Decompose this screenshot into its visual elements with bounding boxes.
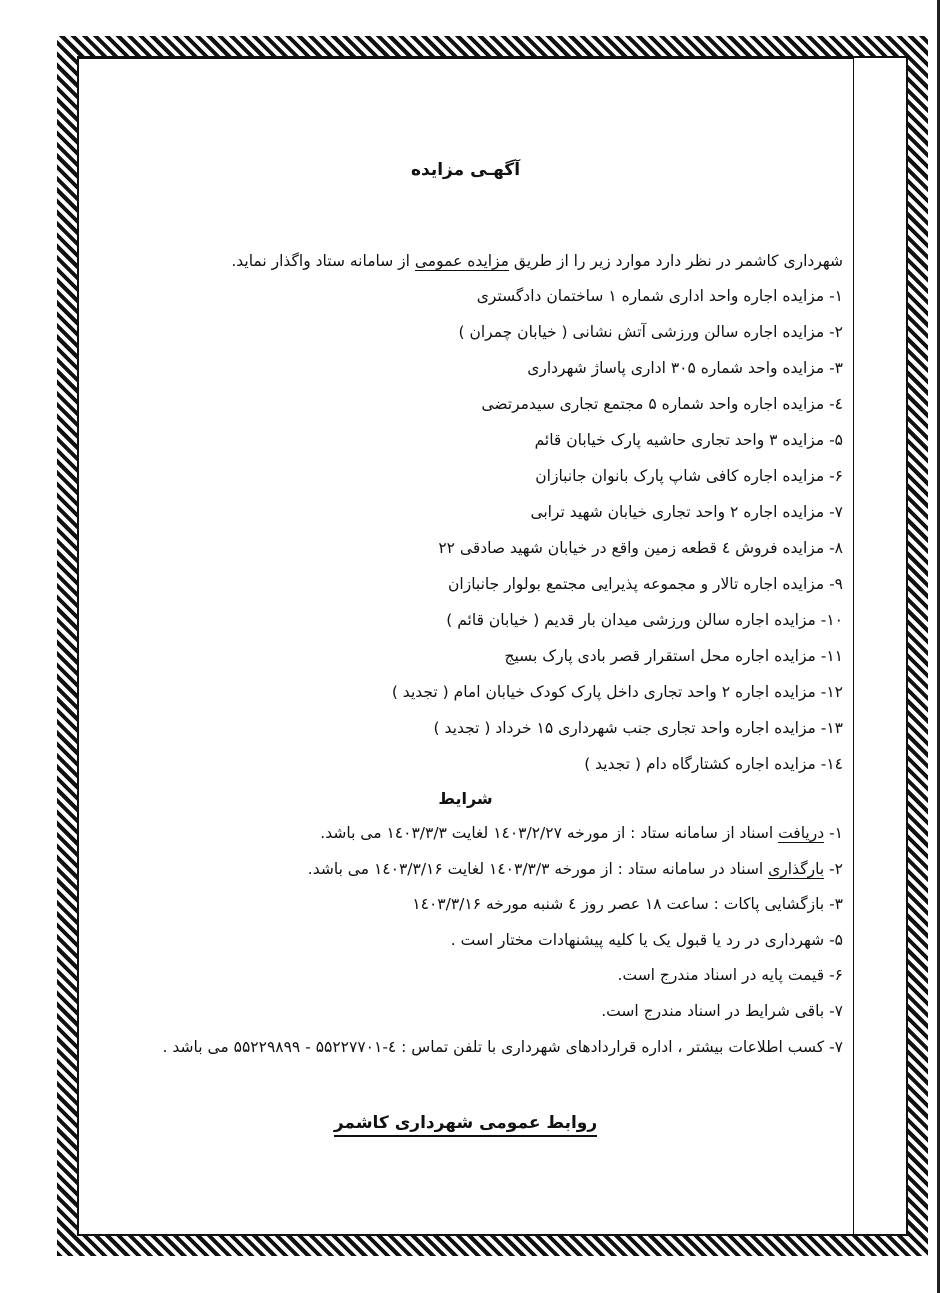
signature-footer (88, 1113, 843, 1133)
condition-item: ۷- باقی شرایط در اسناد مندرج است. (601, 1001, 843, 1020)
list-item: ۱۳- مزایده اجاره واحد تجاری جنب شهرداری ۱۵ خرداد ( تجدید ) (433, 719, 843, 737)
condition-text: اسناد از سامانه ستاد : از مورخه ۱٤۰۳/۲/۲۷ لغایت ۱٤۰۳/۳/۳ می باشد. (320, 824, 779, 842)
list-item: ۱- مزایده اجاره واحد اداری شماره ۱ ساختمان دادگستری (476, 287, 843, 305)
footer-text: روابط عمومی شهرداری کاشمر (334, 1113, 597, 1137)
condition-item: ۵- شهرداری در رد یا قبول یک یا کلیه پیشنهادات مختار است . (450, 930, 843, 949)
intro-underlined: مزایده عمومی (414, 252, 509, 270)
condition-item (88, 816, 843, 852)
condition-underlined: بارگذاری (768, 859, 825, 878)
list-item: ۲- مزایده اجاره سالن ورزشی آتش نشانی ( خیابان چمران ) (458, 323, 843, 341)
condition-item: ۷- کسب اطلاعات بیشتر ، اداره قراردادهای شهرداری با تلفن تماس : ٤-۵۵۲۲۷۷۰۱ - ۵۵۲۲۹۸۹۹ می باشد . (162, 1038, 843, 1056)
list-item: ۱۲- مزایده اجاره ۲ واحد تجاری داخل پارک کودک خیابان امام ( تجدید ) (391, 683, 843, 701)
list-item: ۹- مزایده اجاره تالار و مجموعه پذیرایی مجتمع بولوار جانبازان (448, 575, 843, 593)
condition-item: ۳- بازگشایی پاکات : ساعت ۱۸ عصر روز ٤ شنبه مورخه ۱٤۰۳/۳/۱۶ (412, 895, 843, 913)
notice-body (88, 160, 843, 1133)
intro-after: از سامانه ستاد واگذار نماید. (231, 252, 415, 270)
condition-number: ۲- (824, 859, 843, 878)
list-item: ۱۰- مزایده اجاره سالن ورزشی میدان بار قدیم ( خیابان قائم ) (446, 611, 843, 629)
condition-item (88, 852, 843, 888)
list-item: ۱٤- مزایده اجاره کشتارگاه دام ( تجدید ) (584, 755, 843, 773)
condition-text: اسناد در سامانه ستاد : از مورخه ۱٤۰۳/۳/۳ لغایت ۱٤۰۳/۳/۱۶ می باشد. (307, 859, 769, 878)
list-item: ۱۱- مزایده اجاره محل استقرار قصر بادی پارک بسیج (504, 647, 843, 665)
list-item: ٤- مزایده اجاره واحد شماره ۵ مجتمع تجاری سیدمرتضی (481, 395, 843, 413)
intro-paragraph (88, 252, 843, 270)
conditions-list (88, 816, 843, 1065)
list-item: ۶- مزایده اجاره کافی شاپ پارک بانوان جانبازان (535, 467, 843, 485)
notice-title: آگهـی مزایده (410, 160, 521, 180)
conditions-heading: شرایط (438, 789, 493, 808)
auction-items-list (88, 278, 843, 782)
list-item: ۸- مزایده فروش ٤ قطعه زمین واقع در خیابان شهید صادقی ۲۲ (438, 539, 843, 557)
condition-number: ۱- (824, 824, 843, 842)
intro-before: شهرداری کاشمر در نظر دارد موارد زیر را از طریق (508, 252, 843, 270)
list-item: ۵- مزایده ۳ واحد تجاری حاشیه پارک خیابان قائم (534, 431, 843, 449)
condition-underlined: دریافت (778, 824, 825, 842)
list-item: ۳- مزایده واحد شماره ۳۰۵ اداری پاساژ شهرداری (527, 359, 843, 377)
list-item: ۷- مزایده اجاره ۲ واحد تجاری خیابان شهید ترابی (530, 503, 843, 521)
condition-item: ۶- قیمت پایه در اسناد مندرج است. (617, 966, 843, 984)
